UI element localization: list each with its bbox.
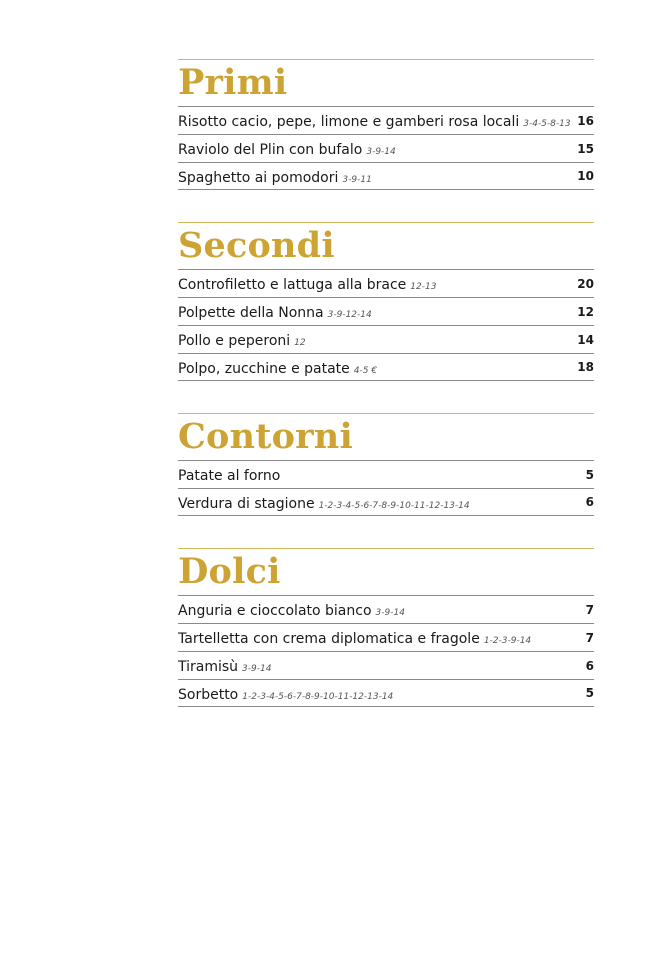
item-price: 15 <box>577 141 594 156</box>
section-title: Dolci <box>178 551 281 592</box>
item-allergens: 3-4-5-8-13 <box>523 119 571 129</box>
item-name: Risotto cacio, pepe, limone e gamberi rosa locali <box>178 114 520 130</box>
item-price: 6 <box>585 658 594 673</box>
section-dolci <box>178 548 594 707</box>
section-title: Primi <box>178 62 288 103</box>
item-name: Tiramisù <box>178 659 239 675</box>
item-name: Verdura di stagione <box>178 495 315 512</box>
item-allergens: 4-5 € <box>353 365 378 376</box>
section-contorni <box>178 413 594 516</box>
item-name: Controfiletto e lattuga alla brace <box>178 277 407 293</box>
menu-item <box>178 106 594 134</box>
item-price: 14 <box>577 332 594 347</box>
item-price: 7 <box>585 630 594 645</box>
item-list <box>178 595 594 707</box>
item-list <box>178 269 594 381</box>
item-name: Anguria e cioccolato bianco <box>178 603 372 619</box>
item-name: Polpette della Nonna <box>178 305 324 321</box>
item-name: Raviolo del Plin con bufalo <box>178 142 363 158</box>
item-name: Spaghetto ai pomodori <box>178 169 339 186</box>
item-allergens: 3-9-14 <box>375 608 405 618</box>
item-list <box>178 460 594 516</box>
item-allergens: 12 <box>294 338 306 348</box>
item-name: Polpo, zucchine e patate <box>178 360 350 377</box>
menu-item <box>178 460 594 488</box>
item-name: Tartelletta con crema diplomatica e fragole <box>178 631 480 647</box>
item-price: 5 <box>585 686 594 700</box>
item-price: 7 <box>585 602 594 617</box>
menu-item <box>178 162 594 190</box>
menu-item <box>178 297 594 325</box>
section-primi <box>178 59 594 190</box>
item-allergens: 3-9-14 <box>366 147 396 157</box>
item-allergens: 3-9-14 <box>242 664 272 674</box>
item-name: Pollo e peperoni <box>178 333 291 349</box>
section-secondi <box>178 222 594 381</box>
item-allergens: 3-9-12-14 <box>327 310 372 320</box>
item-allergens: 1-2-3-4-5-6-7-8-9-10-11-12-13-14 <box>318 500 470 511</box>
section-title: Contorni <box>178 416 353 457</box>
menu-item <box>178 325 594 353</box>
section-title: Secondi <box>178 225 335 266</box>
menu-item <box>178 134 594 162</box>
item-price: 12 <box>577 304 594 319</box>
menu-item <box>178 651 594 679</box>
item-allergens: 1-2-3-4-5-6-7-8-9-10-11-12-13-14 <box>242 691 394 702</box>
menu-item <box>178 623 594 651</box>
item-price: 6 <box>585 495 594 509</box>
menu <box>178 59 594 739</box>
item-price: 18 <box>577 360 594 374</box>
menu-item <box>178 488 594 516</box>
item-allergens: 12-13 <box>410 282 437 292</box>
item-allergens: 3-9-11 <box>342 174 372 185</box>
item-allergens: 1-2-3-9-14 <box>483 636 532 646</box>
menu-item <box>178 353 594 381</box>
menu-item <box>178 595 594 623</box>
item-list <box>178 106 594 190</box>
item-price: 5 <box>585 467 594 482</box>
menu-item <box>178 269 594 297</box>
item-price: 16 <box>577 113 594 128</box>
item-price: 10 <box>577 169 594 183</box>
item-name: Sorbetto <box>178 686 239 703</box>
menu-item <box>178 679 594 707</box>
item-price: 20 <box>577 276 594 291</box>
item-name: Patate al forno <box>178 468 281 484</box>
